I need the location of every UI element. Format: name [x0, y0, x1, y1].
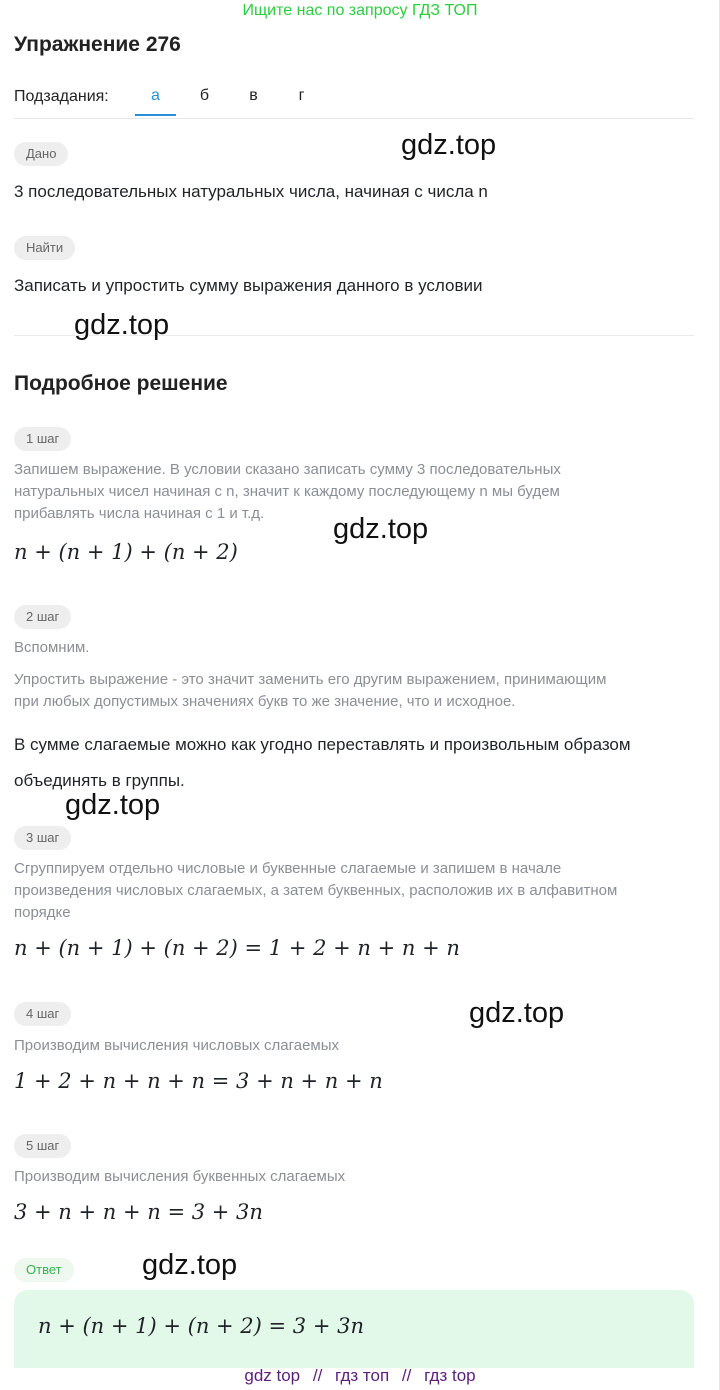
watermark: gdz.top: [74, 309, 170, 341]
footer-link[interactable]: гдз топ: [335, 1366, 390, 1385]
step-text-line: натуральных чисел начиная с n, значит к каждому последующему n мы будем: [14, 483, 560, 500]
solution-heading: Подробное решение: [14, 372, 228, 395]
tab-subtask-a[interactable]: а: [135, 86, 176, 116]
tab-subtask-v[interactable]: в: [249, 87, 258, 104]
page-title: Упражнение 276: [14, 33, 181, 56]
step-text-line: Упростить выражение - это значит заменить его другим выражением, принимающим: [14, 671, 607, 688]
step-text-line: Сгруппируем отдельно числовые и буквенные слагаемые и запишем в начале: [14, 860, 562, 877]
step-chip: 1 шаг: [14, 427, 71, 451]
given-text: 3 последовательных натуральных числа, начиная с числа n: [14, 182, 488, 201]
subtasks-divider: [14, 118, 694, 119]
step-remember: Вспомним.: [14, 639, 90, 656]
answer-chip: Ответ: [14, 1258, 74, 1282]
step-text-line: Запишем выражение. В условии сказано записать сумму 3 последовательных: [14, 461, 561, 478]
step-formula: 3 + n + n + n = 3 + 3n: [14, 1200, 263, 1224]
step-text: [14, 669, 694, 713]
step-text-line: Производим вычисления числовых слагаемых: [14, 1037, 340, 1054]
footer-separator: //: [401, 1366, 412, 1385]
step-text: [14, 858, 694, 924]
given-chip: Дано: [14, 142, 68, 166]
footer-separator: //: [312, 1366, 323, 1385]
subtasks-nav: [14, 86, 694, 118]
footer-link[interactable]: гдз top: [424, 1366, 476, 1385]
tab-subtask-g[interactable]: г: [298, 87, 305, 104]
step-formula: n + (n + 1) + (n + 2) = 1 + 2 + n + n + n: [14, 936, 460, 960]
tab-subtask-b[interactable]: б: [199, 87, 210, 104]
subtasks-label: Подзадания:: [14, 88, 109, 105]
search-banner: Ищите нас по запросу ГДЗ ТОП: [242, 2, 478, 19]
step-chip: 4 шаг: [14, 1002, 71, 1026]
step-text: [14, 1166, 654, 1188]
footer-links: [0, 1366, 720, 1386]
find-text: Записать и упростить сумму выражения данного в условии: [14, 276, 483, 295]
step-text-line: при любых допустимых значениях букв то же значение, что и исходное.: [14, 693, 516, 710]
step-text: [14, 1035, 654, 1057]
step-chip: 2 шаг: [14, 605, 71, 629]
step-formula: 1 + 2 + n + n + n = 3 + n + n + n: [14, 1069, 383, 1093]
watermark: gdz.top: [142, 1249, 238, 1281]
rule-text-line: В сумме слагаемые можно как угодно переставлять и произвольным образом: [14, 735, 631, 754]
watermark: gdz.top: [401, 129, 497, 161]
watermark: gdz.top: [469, 997, 565, 1029]
step-text-line: прибавлять числа начиная с 1 и т.д.: [14, 505, 265, 522]
step-text-line: произведения числовых слагаемых, а затем буквенных, расположив их в алфавитном: [14, 882, 618, 899]
rule-text-line: объединять в группы.: [14, 771, 185, 790]
step-chip: 3 шаг: [14, 826, 71, 850]
answer-box: [14, 1290, 694, 1368]
step-text-line: Производим вычисления буквенных слагаемых: [14, 1168, 346, 1185]
footer-link[interactable]: gdz top: [244, 1366, 301, 1385]
watermark: gdz.top: [333, 513, 429, 545]
step-formula: n + (n + 1) + (n + 2): [14, 540, 238, 564]
answer-formula: n + (n + 1) + (n + 2) = 3 + 3n: [38, 1314, 364, 1338]
find-chip: Найти: [14, 236, 75, 260]
step-chip: 5 шаг: [14, 1134, 71, 1158]
watermark: gdz.top: [65, 789, 161, 821]
step-text-line: порядке: [14, 904, 71, 921]
